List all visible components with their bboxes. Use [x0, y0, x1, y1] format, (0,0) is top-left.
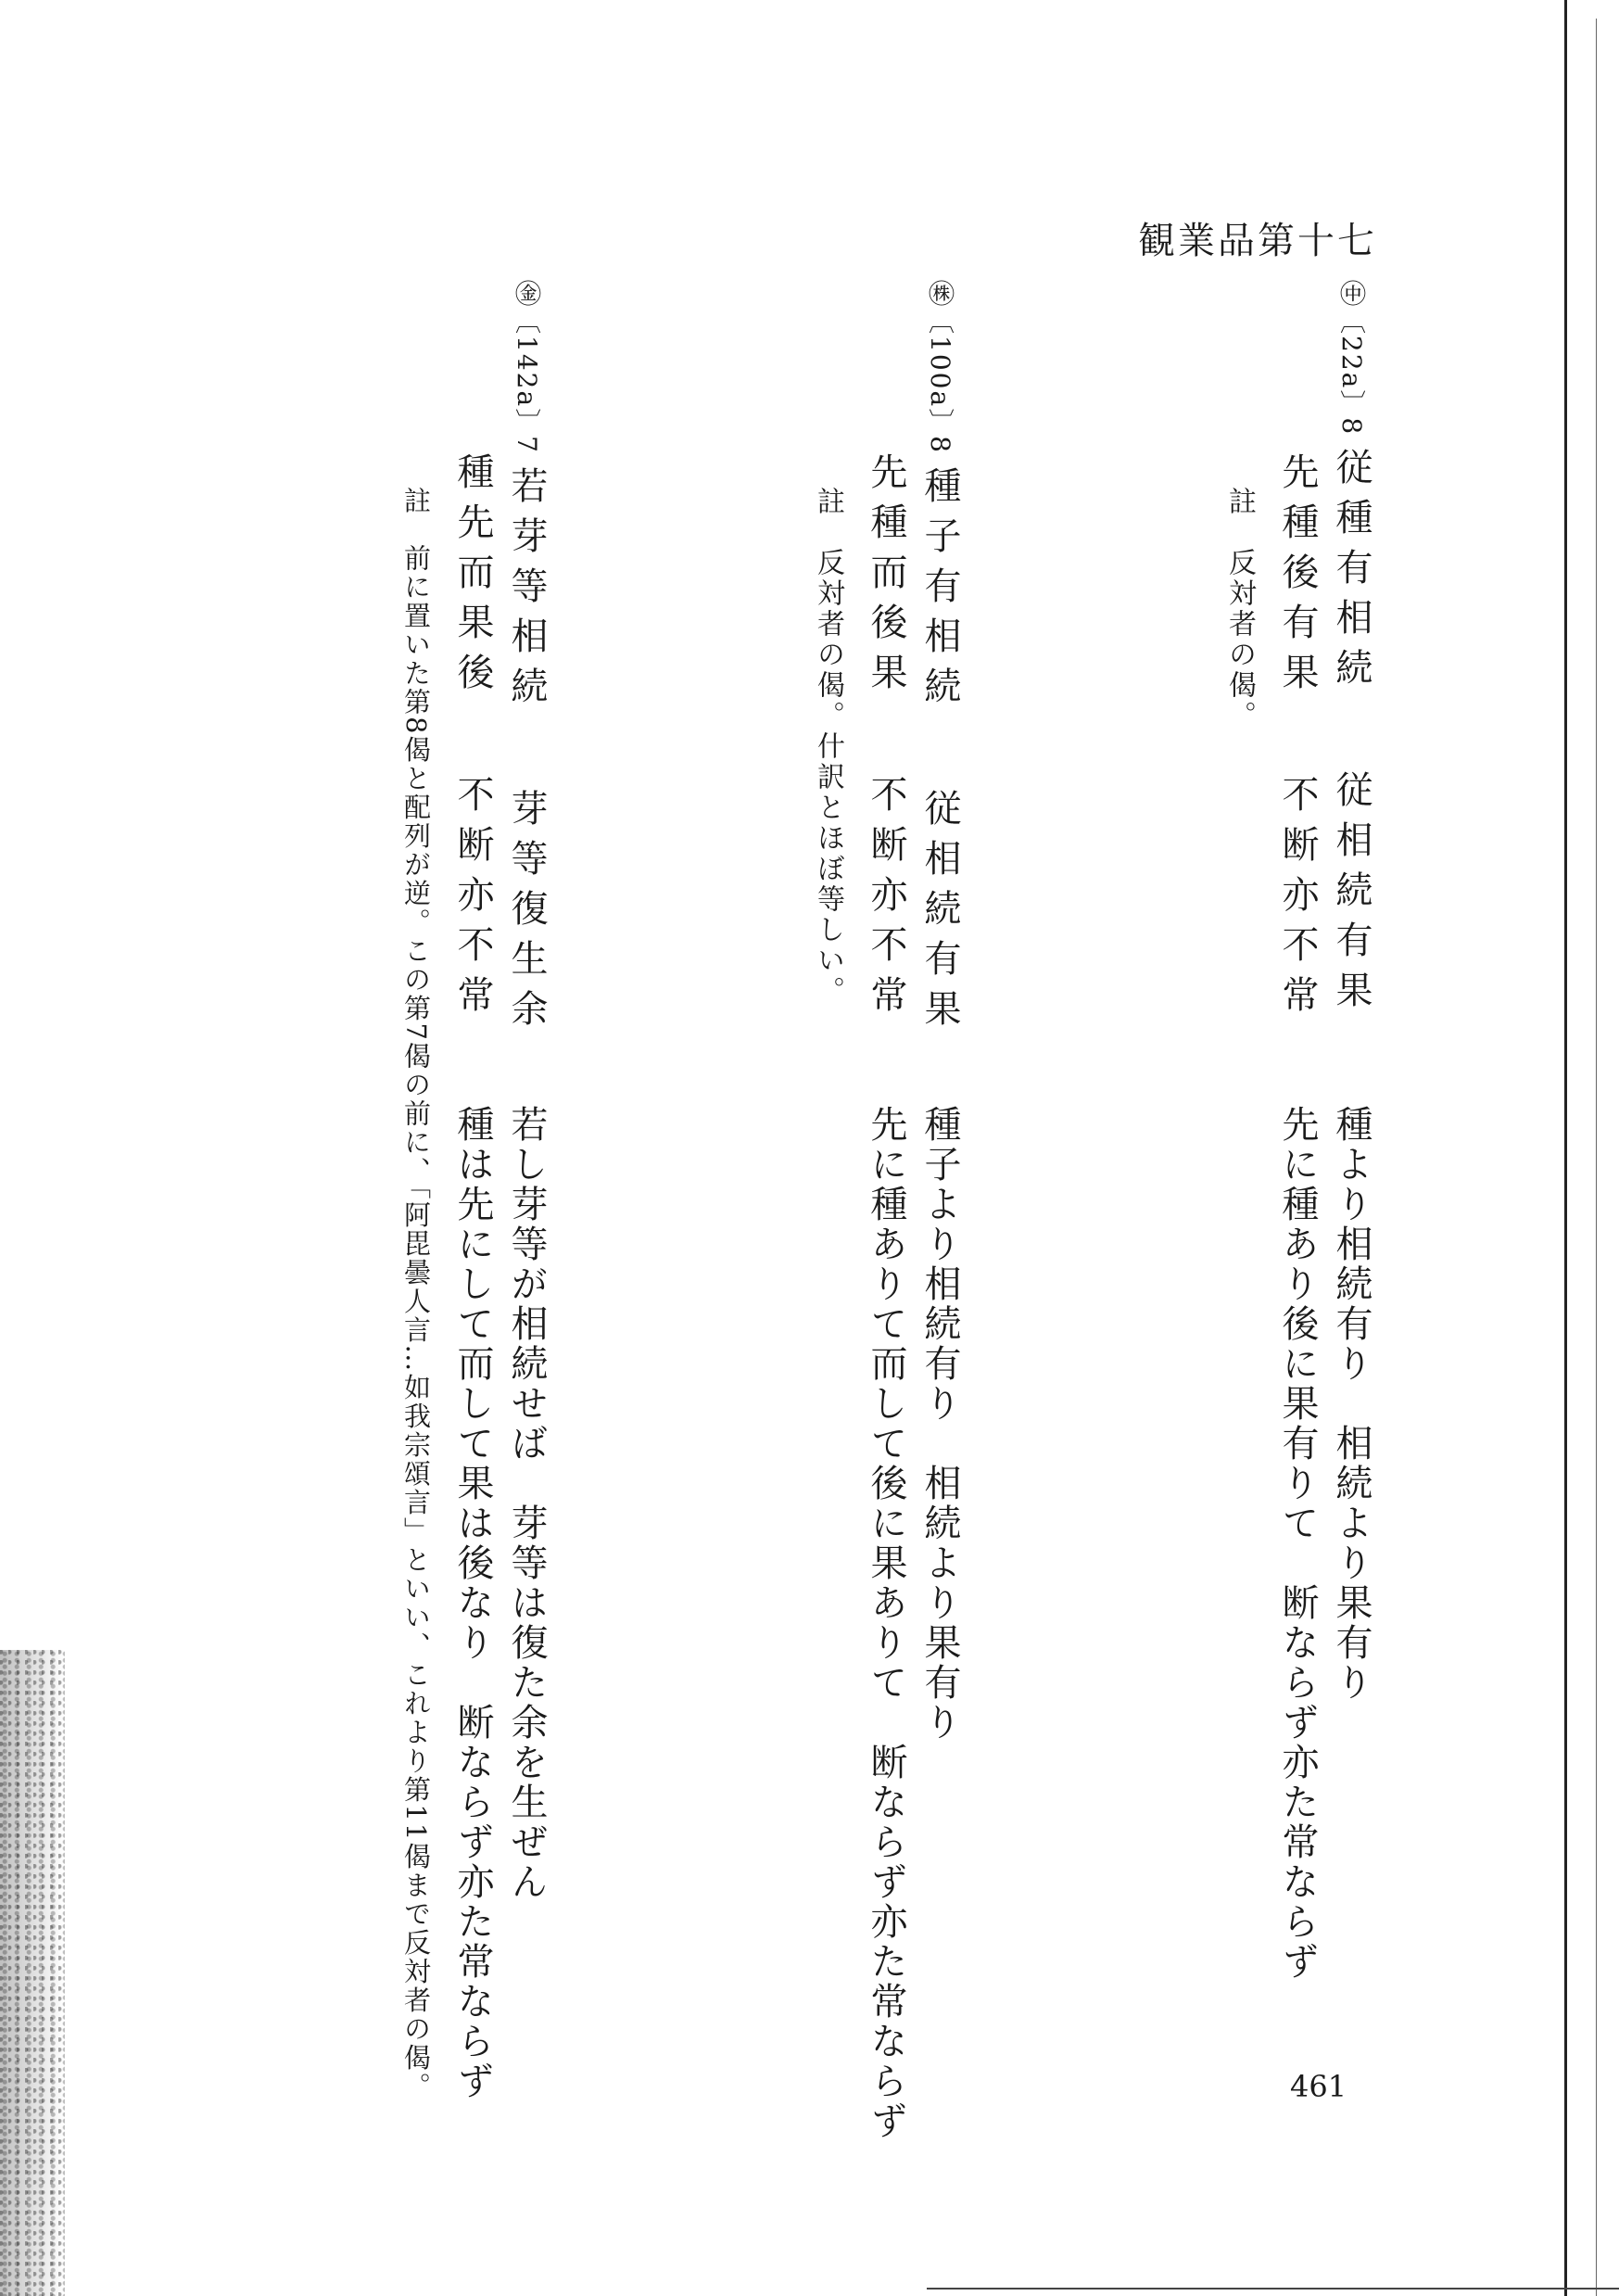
entry-2-verse-a1: 種子有相続 [918, 465, 961, 717]
entry-1-verse-a1: 従種有相続 [1330, 447, 1372, 698]
entry-3-reading-a: 若し芽等が相続せば 芽等は復た余を生ぜん [505, 1105, 548, 1902]
entry-3-verse-a1: 若芽等相続 [505, 465, 548, 717]
entry-2-source-label: ㊑〔100a〕8 [925, 280, 955, 454]
entry-2-verse-b2: 不断亦不常 [865, 775, 907, 1025]
entry-3-verse-a2: 芽等復生余 [505, 788, 548, 1039]
entry-3-verse-line-1 [505, 280, 548, 1039]
entry-2-verse-line-1 [918, 280, 961, 1039]
entry-3-verse-b2: 不断亦不常 [451, 775, 494, 1025]
entry-1-verse-b1: 先種後有果 [1276, 452, 1319, 703]
scan-edge-shadow [0, 1650, 65, 2296]
entry-3-reading-b: 種は先にして而して果は後なり 断ならず亦た常ならず [451, 1105, 494, 2101]
entry-1-source-label: ㊥〔22a〕8 [1336, 280, 1367, 437]
page-edge-rule-inner [1596, 19, 1597, 2296]
entry-2-verse-line-2 [865, 452, 907, 1025]
entry-3-verse-line-2 [451, 452, 494, 1025]
entry-1-verse-line-2 [1276, 452, 1319, 1025]
page-number: 461 [1290, 2069, 1347, 2104]
entry-1-reading-b: 先に種あり後に果有りて 断ならず亦た常ならず [1276, 1105, 1319, 1982]
running-head: 観業品第十七 [1138, 220, 1377, 262]
entry-3-note: 註 前に置いた第8偈と配列が逆。この第7偈の前に、「阿毘曇人言…如我宗頌言」といい、これより第11偈まで反対者の偈。 [400, 487, 432, 2101]
entry-1-verse-b2: 不断亦不常 [1276, 775, 1319, 1025]
entry-3-verse-b1: 種先而果後 [451, 452, 494, 703]
entry-2-note: 註 反対者の偈。什訳とほぼ等しい。 [812, 487, 844, 1007]
entry-2-verse-b1: 先種而後果 [865, 452, 907, 703]
entry-1-reading-a: 種より相続有り 相続より果有り [1330, 1105, 1372, 1703]
page-edge-rule [1564, 0, 1567, 2296]
entry-2-reading-a: 種子より相続有り 相続より果有り [918, 1105, 961, 1743]
page-bottom-rule [927, 2288, 1619, 2290]
entry-1-verse-a2: 従相続有果 [1330, 769, 1372, 1021]
entry-2-reading-b: 先に種ありて而して後に果ありて 断ならず亦た常ならず [865, 1105, 907, 2141]
entry-1-note: 註 反対者の偈。 [1223, 487, 1256, 731]
entry-3-source-label: ㊎〔142a〕7 [512, 280, 542, 454]
entry-2-verse-a2: 従相続有果 [918, 788, 961, 1039]
entry-1-verse-line-1 [1330, 280, 1372, 1021]
